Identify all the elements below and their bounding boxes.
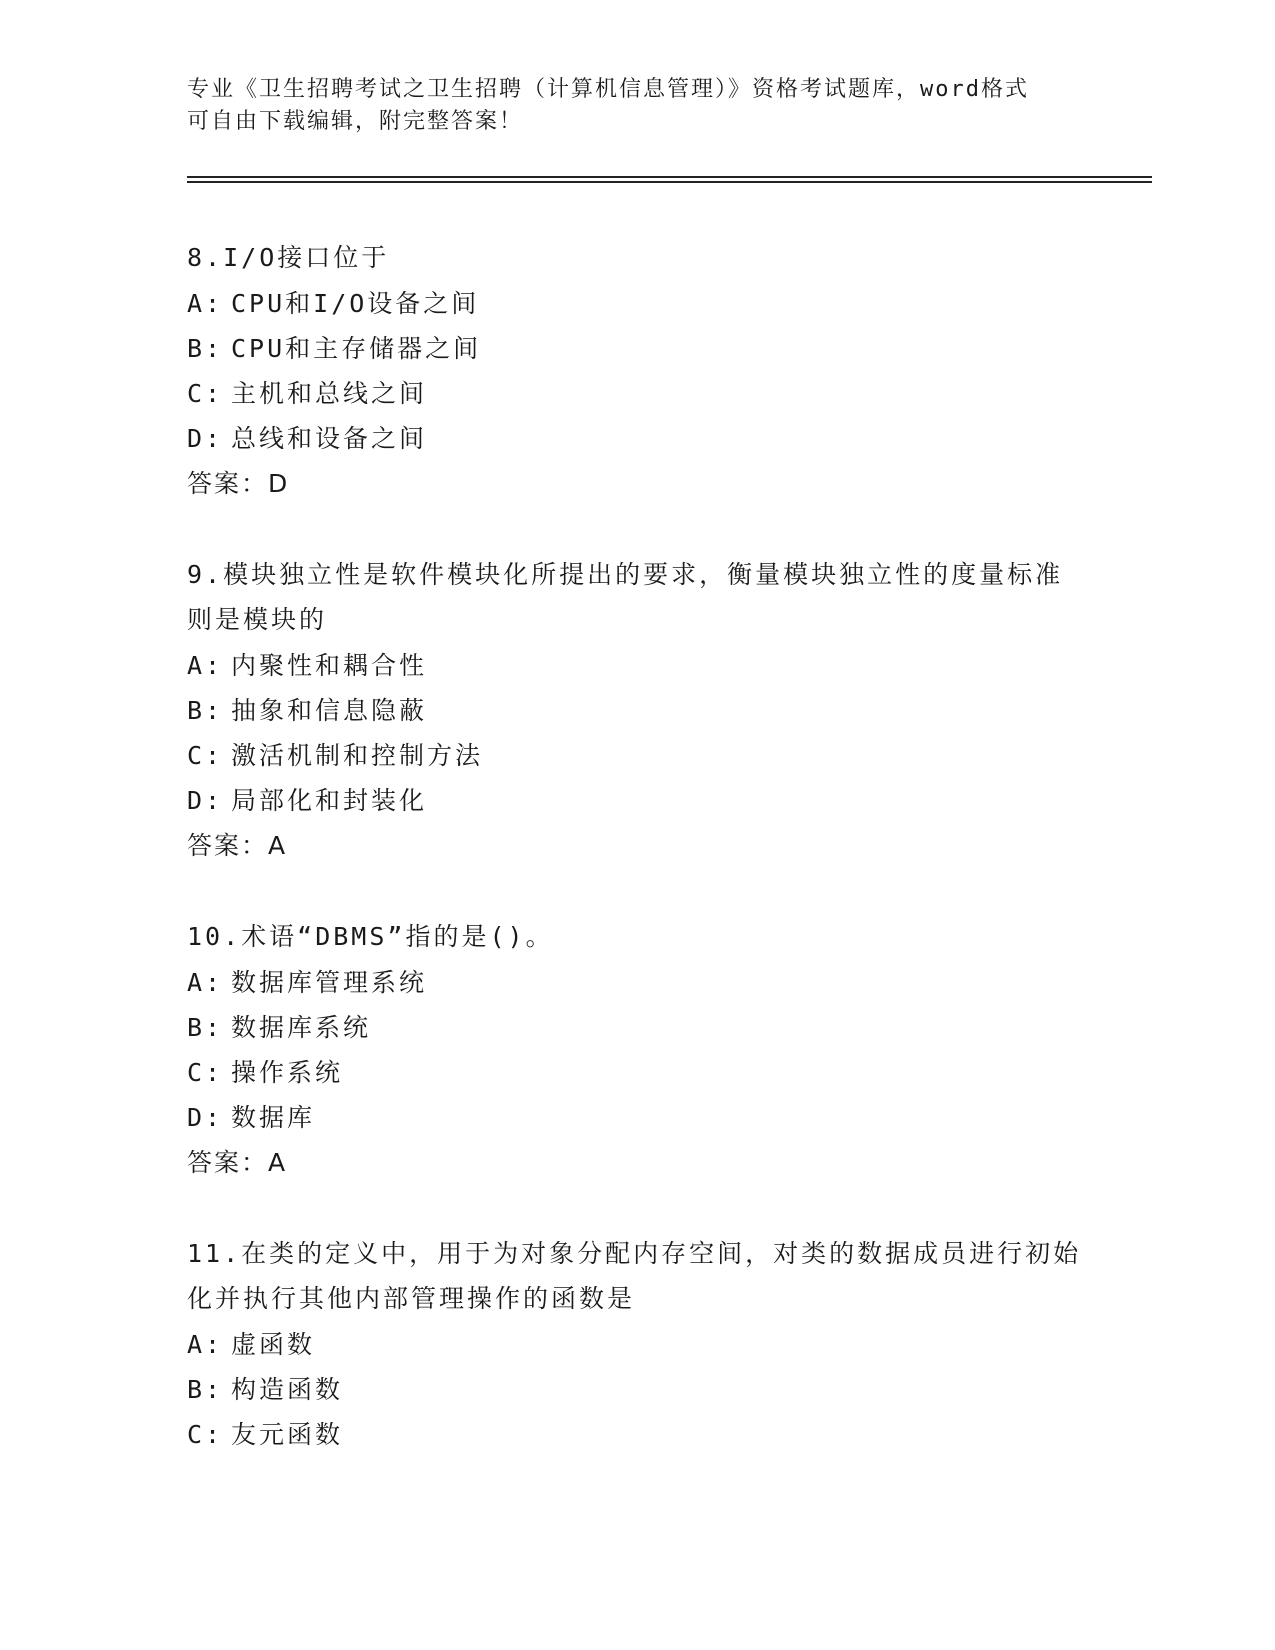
answer-line: 答案：A [187,831,288,860]
header-line-1: 专业《卫生招聘考试之卫生招聘（计算机信息管理）》资格考试题库，word格式 [187,77,1029,102]
document-header [187,74,1067,138]
option-a [187,960,1087,1005]
option-text: CPU和主存储器之间 [231,334,482,363]
option-key: A: [187,651,224,680]
question-text: 10.术语“DBMS”指的是()。 [187,922,554,951]
option-d [187,416,1087,461]
header-divider-top [187,176,1152,178]
option-key: D: [187,424,224,453]
question-9 [187,552,1087,869]
option-text: 数据库系统 [231,1013,372,1042]
option-text: 数据库 [231,1103,316,1132]
option-key: C: [187,741,224,770]
option-c [187,1050,1087,1095]
option-a [187,643,1087,688]
question-text: 9.模块独立性是软件模块化所提出的要求，衡量模块独立性的度量标准则是模块的 [187,560,1064,634]
option-d [187,1095,1087,1140]
option-b [187,688,1087,733]
question-10 [187,914,1087,1186]
option-key: D: [187,1103,224,1132]
question-8 [187,235,1087,507]
answer-line: 答案：A [187,1148,288,1177]
option-text: 友元函数 [231,1420,344,1449]
option-key: B: [187,696,224,725]
option-text: 主机和总线之间 [231,379,428,408]
option-key: B: [187,1013,224,1042]
option-key: A: [187,1330,224,1359]
option-c [187,1412,1087,1457]
option-d [187,778,1087,823]
answer-line: 答案：D [187,469,290,498]
option-text: 数据库管理系统 [231,968,428,997]
option-key: C: [187,1058,224,1087]
option-text: 操作系统 [231,1058,344,1087]
option-text: 总线和设备之间 [231,424,428,453]
option-c [187,371,1087,416]
option-text: 虚函数 [231,1330,316,1359]
header-divider-bottom [187,181,1152,183]
option-key: C: [187,379,224,408]
option-b [187,1367,1087,1412]
option-b [187,1005,1087,1050]
option-b [187,326,1087,371]
option-key: A: [187,289,224,318]
question-text: 8.I/O接口位于 [187,243,390,272]
option-key: B: [187,334,224,363]
option-key: C: [187,1420,224,1449]
option-text: 构造函数 [231,1375,344,1404]
option-text: CPU和I/O设备之间 [231,289,480,318]
option-text: 局部化和封装化 [231,786,428,815]
option-key: B: [187,1375,224,1404]
option-key: A: [187,968,224,997]
question-text: 11.在类的定义中，用于为对象分配内存空间，对类的数据成员进行初始化并执行其他内部管理操作的函数是 [187,1239,1082,1313]
option-text: 内聚性和耦合性 [231,651,428,680]
option-c [187,733,1087,778]
option-text: 激活机制和控制方法 [231,741,484,770]
option-a [187,1322,1087,1367]
question-list [187,235,1087,1457]
header-line-2: 可自由下载编辑，附完整答案！ [187,109,524,134]
question-11 [187,1231,1087,1457]
option-text: 抽象和信息隐蔽 [231,696,428,725]
option-key: D: [187,786,224,815]
option-a [187,281,1087,326]
